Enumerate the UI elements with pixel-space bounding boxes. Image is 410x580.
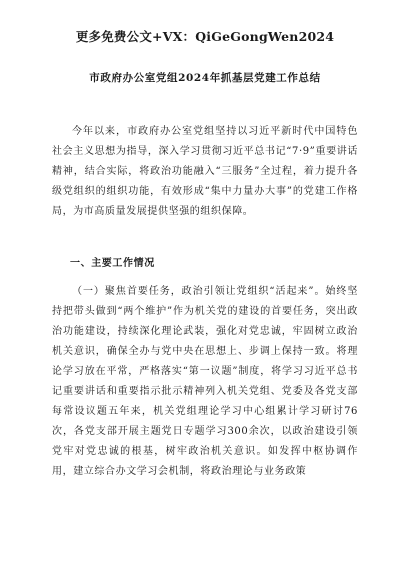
document-title: 市政府办公室党组2024年抓基层党建工作总结 <box>89 72 321 84</box>
intro-paragraph: 今年以来，市政府办公室党组坚持以习近平新时代中国特色社会主义思想为指导，深入学习贯彻习近平总书记“7·9”重要讲话精神，结合实际，将政治功能融入“三服务”全过程，着力提升各级党组织的组织功能，有效形成“集中力量办大事”的党建工作格局，为市高质量发展提供坚强的组织保障。 <box>52 126 358 217</box>
section-heading: 一、主要工作情况 <box>70 258 155 269</box>
section-paragraph: （一）聚焦首要任务，政治引领让党组织“活起来”。始终坚持把带头做到“两个维护”作为机关党的建设的首要任务，突出政治功能建设，持续深化理论武装，强化对党忠诚，牢固树立政治机关意识，确保全办与党中央在思想上、步调上保持一致。将理论学习放在平常，严格落实“第一议题”制度，将学习习近平总书记重要讲话和重要指示批示精神列入机关党组、党委及各党支部每常设议题五年来，机关党组理论学习中心组累计学习研讨76次，各党支部开展主题党日专题学习300余次，以政治建设引领党牢对党忠诚的根基，树牢政治机关意识。如发挥中枢协调作用，建立综合办文学习会机制，将政治理论与业务政策 <box>52 286 358 477</box>
watermark-text: 更多免费公文+VX：QiGeGongWen2024 <box>75 29 335 44</box>
